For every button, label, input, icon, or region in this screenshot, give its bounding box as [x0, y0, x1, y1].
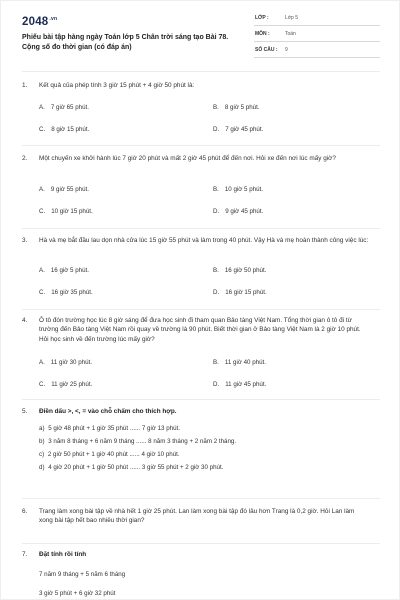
question-text: Một chuyến xe khởi hành lúc 7 giờ 20 phút và mất 2 giờ 45 phút để đến nơi. Hỏi xe đến nơi lúc mấy giờ?	[39, 155, 336, 162]
question-number: 7.	[22, 551, 28, 558]
question-text: Đặt tính rồi tính	[39, 551, 87, 558]
sub-item-c[interactable]: c) 2 giờ 50 phút + 1 giờ 40 phút ...... 4 giờ 10 phút.	[39, 451, 180, 458]
option-b[interactable]: B. 16 giờ 50 phút.	[213, 267, 267, 274]
divider	[22, 309, 380, 310]
option-c[interactable]: C. 10 giờ 15 phút.	[39, 208, 93, 215]
option-d[interactable]: D. 11 giờ 45 phút.	[213, 381, 267, 388]
divider	[22, 399, 380, 400]
sub-item-d[interactable]: d) 4 giờ 20 phút + 1 giờ 50 phút ...... 3 giờ 55 phút + 2 giờ 30 phút.	[39, 464, 224, 471]
info-count	[254, 44, 380, 58]
divider	[22, 71, 380, 72]
question-text: Trang làm xong bài tập về nhà hết 1 giờ 25 phút. Lan làm xong bài tập đó lâu hơn Trang là 0,2 giờ. Hỏi Lan làm xong bài tập hết bao nhiêu thời gian?	[39, 508, 355, 525]
option-a[interactable]: A. 11 giờ 30 phút.	[39, 359, 92, 366]
question-number: 2.	[22, 155, 28, 162]
question-text: Hà và mẹ bắt đầu lau dọn nhà cửa lúc 15 giờ 55 phút và làm trong 40 phút. Vậy Hà và mẹ hoàn thành công việc lúc:	[39, 237, 369, 244]
option-b[interactable]: B. 10 giờ 5 phút.	[213, 186, 263, 193]
info-value: Lớp 5	[285, 15, 299, 21]
info-class	[254, 12, 380, 26]
option-c[interactable]: C. 11 giờ 25 phút.	[39, 381, 93, 388]
question-number: 6.	[22, 508, 28, 515]
worksheet-header	[1, 1, 400, 61]
calc-item-2: 3 giờ 5 phút + 6 giờ 32 phút	[39, 590, 116, 597]
calc-item-1: 7 năm 9 tháng + 5 năm 6 tháng	[39, 571, 126, 578]
option-d[interactable]: D. 16 giờ 15 phút.	[213, 289, 267, 296]
option-b[interactable]: B. 8 giờ 5 phút.	[213, 104, 260, 111]
info-label: LỚP :	[255, 15, 269, 21]
option-d[interactable]: D. 7 giờ 45 phút.	[213, 126, 264, 133]
info-label: MÔN :	[255, 31, 270, 37]
site-logo[interactable]: $2048^{.vn}$	[22, 16, 58, 28]
option-c[interactable]: C. 8 giờ 15 phút.	[39, 126, 90, 133]
info-subject	[254, 28, 380, 42]
option-d[interactable]: D. 9 giờ 45 phút.	[213, 208, 264, 215]
question-number: 1.	[22, 82, 28, 89]
question-text: Kết quả của phép tính 3 giờ 15 phút + 4 giờ 50 phút là:	[39, 82, 195, 89]
divider	[22, 498, 380, 499]
divider	[22, 145, 380, 146]
sub-item-b[interactable]: b) 3 năm 8 tháng + 6 năm 9 tháng ...... 8 năm 3 tháng + 2 năm 2 tháng.	[39, 438, 237, 445]
worksheet-title: Phiếu bài tập hàng ngày Toán lớp 5 Chân trời sáng tạo Bài 78. Cộng số đo thời gian (có đáp án)	[22, 34, 229, 51]
question-text: Điền dấu >, <, = vào chỗ chấm cho thích hợp.	[39, 408, 177, 415]
divider	[22, 543, 380, 544]
info-value: 9	[285, 47, 288, 53]
option-b[interactable]: B. 11 giờ 40 phút.	[213, 359, 266, 366]
sub-item-a[interactable]: a) 5 giờ 48 phút + 1 giờ 35 phút ...... 7 giờ 13 phút.	[39, 425, 180, 432]
option-c[interactable]: C. 16 giờ 35 phút.	[39, 289, 93, 296]
option-a[interactable]: A. 16 giờ 5 phút.	[39, 267, 89, 274]
question-number: 3.	[22, 237, 28, 244]
divider	[22, 228, 380, 229]
info-value: Toán	[285, 31, 296, 37]
option-a[interactable]: A. 7 giờ 65 phút.	[39, 104, 89, 111]
question-number: 5.	[22, 408, 28, 415]
info-label: SỐ CÂU :	[255, 47, 278, 53]
option-a[interactable]: A. 9 giờ 55 phút.	[39, 186, 89, 193]
question-number: 4.	[22, 317, 28, 324]
question-text: Ô tô đón trường học lúc 8 giờ sáng để đưa học sinh đi tham quan Bảo tàng Việt Nam. Tổng thời gian ô tô đi từ trường đến Bảo tàng Việt Nam rồi quay về trường là 90 phút. Biết thời gian ở Bảo tàng Việt Nam là 2 giờ 10 phút. Hỏi học sinh về đến trường lúc mấy giờ?	[39, 317, 361, 343]
